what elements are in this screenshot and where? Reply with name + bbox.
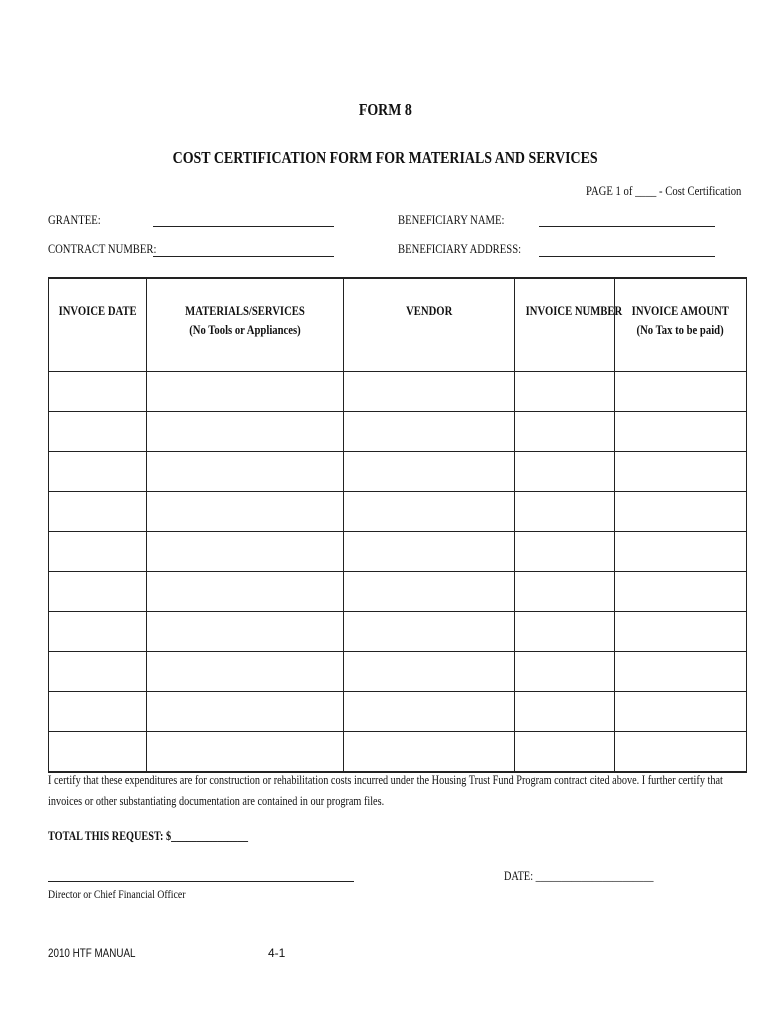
table-cell[interactable] [515,412,615,452]
invoice-table [48,277,747,773]
table-cell[interactable] [344,532,515,572]
table-cell[interactable] [49,412,147,452]
table-cell[interactable] [615,412,747,452]
table-cell[interactable] [515,652,615,692]
table-cell[interactable] [49,692,147,732]
certification-statement: I certify that these expenditures are for construction or rehabilitation costs incurred under the Housing Trust Fund Program contract cited above. I further certify that invoices or other substantiating documentation are contained in our program files. [48,773,723,808]
table-cell[interactable] [344,692,515,732]
table-cell[interactable] [147,732,344,773]
table-row [49,452,747,492]
table-cell[interactable] [515,572,615,612]
header-invoice-number: INVOICE NUMBER [515,278,615,372]
table-cell[interactable] [49,612,147,652]
header-vendor: VENDOR [344,278,515,372]
table-cell[interactable] [147,652,344,692]
date-line: DATE: _______________________ [504,869,654,883]
table-cell[interactable] [515,692,615,732]
table-row [49,572,747,612]
table-cell[interactable] [49,652,147,692]
form-title: COST CERTIFICATION FORM FOR MATERIALS AND SERVICES [172,148,598,167]
header-invoice-amount: INVOICE AMOUNT (No Tax to be paid) [615,278,747,372]
table-cell[interactable] [344,372,515,412]
table-cell[interactable] [515,452,615,492]
header-materials-services: MATERIALS/SERVICES (No Tools or Appliances) [147,278,344,372]
table-cell[interactable] [49,572,147,612]
table-cell[interactable] [147,532,344,572]
table-cell[interactable] [147,452,344,492]
total-request-line: TOTAL THIS REQUEST: $_______________ [48,829,249,843]
signer-title: Director or Chief Financial Officer [48,887,186,901]
table-cell[interactable] [344,492,515,532]
table-cell[interactable] [49,492,147,532]
beneficiary-name-field[interactable] [539,226,715,227]
table-cell[interactable] [344,612,515,652]
table-cell[interactable] [615,572,747,612]
table-row [49,652,747,692]
beneficiary-address-label: BENEFICIARY ADDRESS: [398,241,522,256]
table-cell[interactable] [615,492,747,532]
table-cell[interactable] [147,572,344,612]
table-cell[interactable] [147,612,344,652]
page-count-line: PAGE 1 of ____ - Cost Certification [586,183,742,198]
table-cell[interactable] [615,692,747,732]
table-cell[interactable] [49,532,147,572]
table-row [49,492,747,532]
table-cell[interactable] [344,572,515,612]
table-cell[interactable] [615,652,747,692]
table-cell[interactable] [515,532,615,572]
table-cell[interactable] [49,732,147,773]
table-cell[interactable] [344,412,515,452]
table-cell[interactable] [615,452,747,492]
grantee-label: GRANTEE: [48,212,101,227]
table-cell[interactable] [515,372,615,412]
contract-number-field[interactable] [153,256,334,257]
table-row [49,612,747,652]
table-header-row [49,278,747,372]
table-cell[interactable] [515,732,615,773]
table-cell[interactable] [344,732,515,773]
table-cell[interactable] [615,612,747,652]
table-cell[interactable] [147,492,344,532]
beneficiary-address-field[interactable] [539,256,715,257]
grantee-field[interactable] [153,226,334,227]
table-row [49,732,747,773]
table-cell[interactable] [615,372,747,412]
table-row [49,372,747,412]
contract-number-label: CONTRACT NUMBER: [48,241,157,256]
table-cell[interactable] [147,412,344,452]
footer-page-number: 4-1 [268,946,286,960]
footer-manual: 2010 HTF MANUAL [48,946,136,960]
table-cell[interactable] [49,372,147,412]
beneficiary-name-label: BENEFICIARY NAME: [398,212,505,227]
table-cell[interactable] [615,532,747,572]
table-row [49,412,747,452]
table-cell[interactable] [147,692,344,732]
form-number: FORM 8 [358,100,412,119]
table-row [49,692,747,732]
table-cell[interactable] [147,372,344,412]
table-cell[interactable] [344,452,515,492]
table-cell[interactable] [344,652,515,692]
table-cell[interactable] [49,452,147,492]
table-cell[interactable] [515,492,615,532]
header-invoice-date: INVOICE DATE [49,278,147,372]
table-cell[interactable] [515,612,615,652]
signature-line[interactable] [48,881,354,882]
table-row [49,532,747,572]
table-cell[interactable] [615,732,747,773]
